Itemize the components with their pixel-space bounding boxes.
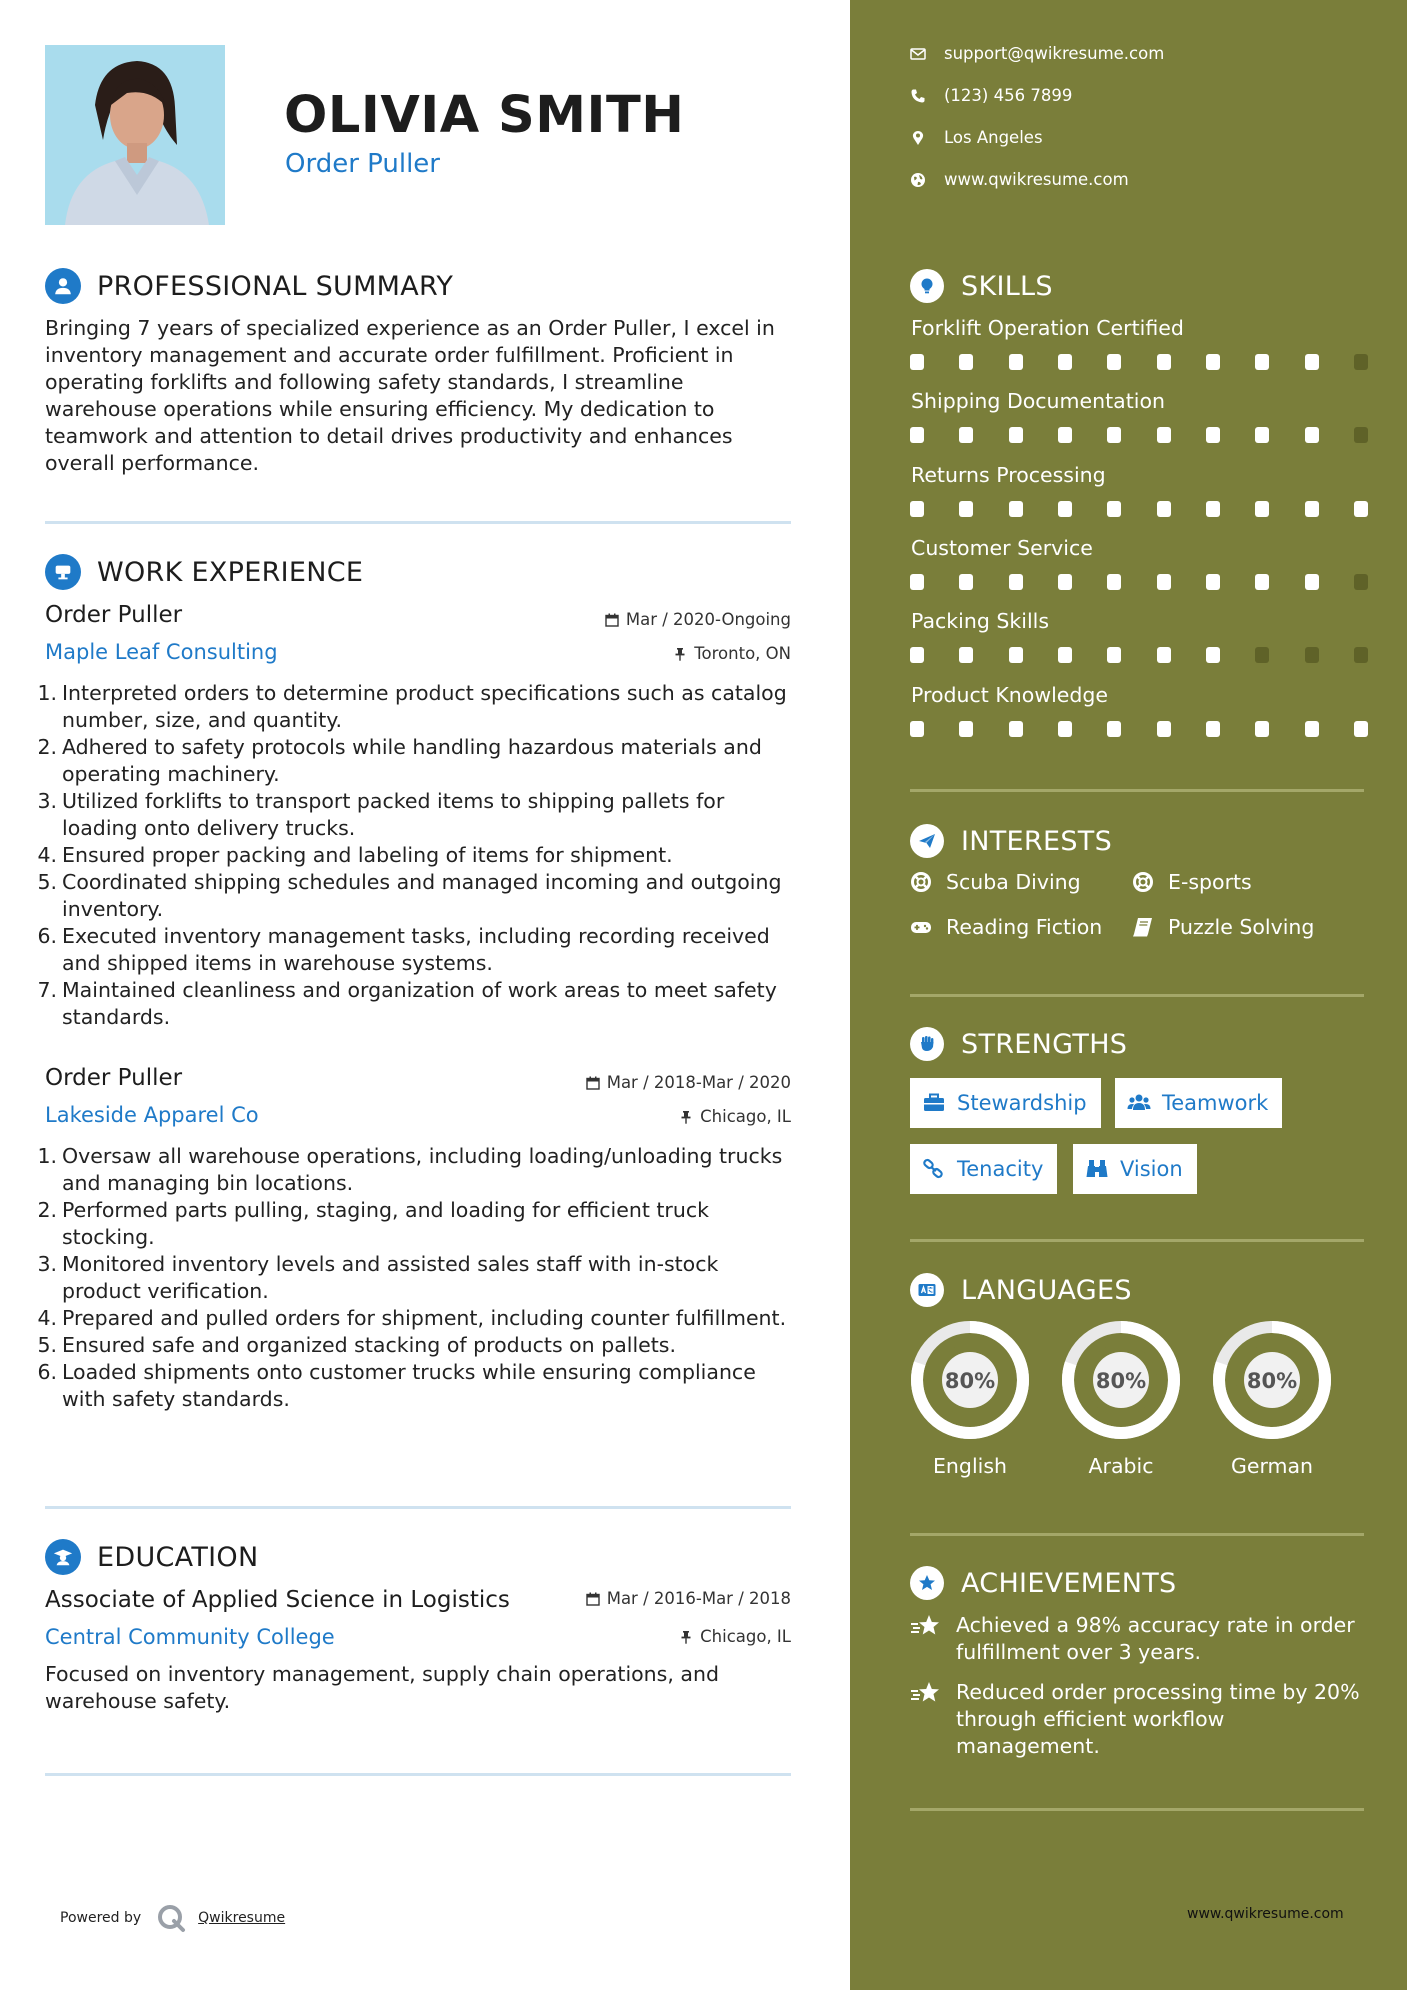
candidate-name: OLIVIA SMITH bbox=[284, 86, 685, 145]
skill-name: Customer Service bbox=[911, 536, 1093, 560]
powered-by bbox=[60, 1903, 285, 1933]
sidebar bbox=[850, 0, 1407, 1990]
skill-dot-filled bbox=[959, 721, 973, 737]
interest-item bbox=[910, 915, 1102, 939]
skill-dot-filled bbox=[1157, 501, 1171, 517]
list-item: 7. Maintained cleanliness and organization of work areas to meet safety standards. bbox=[37, 978, 777, 1029]
job-dates bbox=[586, 1073, 791, 1092]
language-percent: 80% bbox=[944, 1369, 996, 1393]
skill-dot-empty bbox=[1354, 354, 1368, 370]
link-icon bbox=[922, 1158, 946, 1180]
divider bbox=[45, 1773, 791, 1776]
skill-dot-filled bbox=[1255, 427, 1269, 443]
interest-item bbox=[910, 870, 1081, 894]
interests-title: INTERESTS bbox=[961, 825, 1113, 857]
education-location-text: Chicago, IL bbox=[700, 1627, 791, 1646]
skill-dot-filled bbox=[1206, 427, 1220, 443]
avatar bbox=[45, 45, 225, 225]
job-dates-text: Mar / 2020-Ongoing bbox=[625, 610, 791, 629]
skill-dot-empty bbox=[1255, 647, 1269, 663]
interest-label: E-sports bbox=[1168, 870, 1252, 894]
list-item: 6. Executed inventory management tasks, including recording received and shipped items in warehouse systems. bbox=[37, 924, 770, 975]
achievements-title: ACHIEVEMENTS bbox=[961, 1567, 1177, 1599]
qwikresume-logo-icon bbox=[156, 1903, 186, 1933]
skill-dot-empty bbox=[1354, 574, 1368, 590]
skill-dot-filled bbox=[910, 721, 924, 737]
skill-dot-filled bbox=[1157, 354, 1171, 370]
contact-website[interactable] bbox=[910, 170, 1129, 189]
language-item bbox=[1059, 1318, 1183, 1478]
skill-dot-filled bbox=[1107, 501, 1121, 517]
divider bbox=[910, 789, 1364, 792]
calendar-icon bbox=[586, 1592, 600, 1606]
list-item: 6. Loaded shipments onto customer trucks while ensuring compliance with safety standards. bbox=[37, 1360, 756, 1411]
job-location bbox=[679, 1107, 791, 1126]
strengths-heading bbox=[910, 1027, 1127, 1061]
skill-dot-filled bbox=[1058, 721, 1072, 737]
skill-rating bbox=[910, 354, 1368, 370]
star-icon bbox=[910, 1614, 942, 1640]
interest-item bbox=[1132, 870, 1252, 894]
skills-title: SKILLS bbox=[961, 270, 1053, 302]
contact-email[interactable] bbox=[910, 44, 1164, 63]
website-text: www.qwikresume.com bbox=[944, 170, 1129, 189]
education-description: Focused on inventory management, supply chain operations, and warehouse safety. bbox=[45, 1662, 719, 1713]
skill-dot-filled bbox=[1354, 721, 1368, 737]
skill-dot-filled bbox=[1305, 501, 1319, 517]
language-percent: 80% bbox=[1095, 1369, 1147, 1393]
location-text: Los Angeles bbox=[944, 128, 1043, 147]
skill-dot-filled bbox=[1305, 427, 1319, 443]
skill-name: Product Knowledge bbox=[911, 683, 1109, 707]
skill-dot-filled bbox=[1354, 501, 1368, 517]
interest-label: Reading Fiction bbox=[946, 915, 1103, 939]
interest-item bbox=[1132, 915, 1314, 939]
skill-dot-empty bbox=[1305, 647, 1319, 663]
job-dates-text: Mar / 2018-Mar / 2020 bbox=[606, 1073, 791, 1092]
language-progress-ring bbox=[1210, 1318, 1334, 1442]
skill-dot-filled bbox=[959, 574, 973, 590]
skill-dot-filled bbox=[910, 574, 924, 590]
profile-photo bbox=[45, 45, 225, 225]
education-location bbox=[679, 1627, 791, 1646]
skill-dot-filled bbox=[1107, 354, 1121, 370]
summary-text: Bringing 7 years of specialized experience as an Order Puller, I excel in inventory management and accurate order fulfillment. Proficient in operating forklifts and following safety standards, I streamline warehouse operations while ensuring efficiency. My dedication to teamwork and attention to detail drives productivity and enhances overall performance. bbox=[45, 316, 775, 475]
job-dates bbox=[605, 610, 791, 629]
skill-dot-filled bbox=[1058, 647, 1072, 663]
language-progress-ring bbox=[1059, 1318, 1183, 1442]
lifebuoy-icon bbox=[1132, 871, 1154, 893]
skill-dot-filled bbox=[1157, 574, 1171, 590]
divider bbox=[910, 1808, 1364, 1811]
email-text: support@qwikresume.com bbox=[944, 44, 1165, 63]
map-marker-icon bbox=[910, 130, 926, 146]
interests-heading bbox=[910, 824, 1112, 858]
globe-icon bbox=[910, 172, 926, 188]
skill-dot-filled bbox=[1206, 574, 1220, 590]
skill-dot-filled bbox=[1009, 427, 1023, 443]
strength-label: Vision bbox=[1120, 1157, 1183, 1181]
skill-dot-filled bbox=[1157, 427, 1171, 443]
user-icon bbox=[45, 268, 81, 304]
skills-heading bbox=[910, 269, 1053, 303]
job-title: Order Puller bbox=[45, 602, 183, 628]
list-item: 4. Ensured proper packing and labeling of items for shipment. bbox=[37, 843, 673, 867]
contact-location bbox=[910, 128, 1043, 147]
education-dates bbox=[586, 1589, 791, 1608]
job-location-text: Toronto, ON bbox=[694, 644, 791, 663]
skill-rating bbox=[910, 501, 1368, 517]
lightbulb-icon bbox=[910, 269, 944, 303]
star-badge-icon bbox=[910, 1566, 944, 1600]
skill-dot-filled bbox=[910, 647, 924, 663]
lifebuoy-icon bbox=[910, 871, 932, 893]
list-item: 2. Adhered to safety protocols while handling hazardous materials and operating machinery. bbox=[37, 735, 762, 786]
skill-dot-filled bbox=[1107, 574, 1121, 590]
job-bullets bbox=[36, 1143, 796, 1413]
fist-icon bbox=[910, 1027, 944, 1061]
paper-plane-icon bbox=[910, 824, 944, 858]
interest-label: Scuba Diving bbox=[946, 870, 1081, 894]
skill-dot-filled bbox=[910, 427, 924, 443]
skill-dot-filled bbox=[1009, 647, 1023, 663]
gamepad-icon bbox=[910, 916, 932, 938]
strength-badge bbox=[910, 1078, 1101, 1128]
skill-dot-filled bbox=[1206, 647, 1220, 663]
skill-dot-filled bbox=[1255, 354, 1269, 370]
language-progress-ring bbox=[908, 1318, 1032, 1442]
skill-dot-filled bbox=[1058, 427, 1072, 443]
language-name: English bbox=[932, 1454, 1008, 1478]
briefcase-icon bbox=[922, 1092, 946, 1114]
list-item: 2. Performed parts pulling, staging, and loading for efficient truck stocking. bbox=[37, 1198, 709, 1249]
job-bullets bbox=[36, 680, 796, 1031]
language-percent: 80% bbox=[1246, 1369, 1298, 1393]
list-item: 3. Monitored inventory levels and assisted sales staff with in-stock product verification. bbox=[37, 1252, 719, 1303]
language-name: German bbox=[1230, 1454, 1314, 1478]
phone-text: (123) 456 7899 bbox=[944, 86, 1073, 105]
strength-label: Teamwork bbox=[1162, 1091, 1269, 1115]
list-item: 5. Coordinated shipping schedules and managed incoming and outgoing inventory. bbox=[37, 870, 782, 921]
divider bbox=[910, 994, 1364, 997]
strength-label: Stewardship bbox=[957, 1091, 1087, 1115]
skill-dot-filled bbox=[1107, 427, 1121, 443]
summary-title: PROFESSIONAL SUMMARY bbox=[97, 270, 454, 302]
skill-dot-filled bbox=[1009, 574, 1023, 590]
language-item bbox=[908, 1318, 1032, 1478]
contact-phone[interactable] bbox=[910, 86, 1072, 105]
summary-heading bbox=[45, 268, 453, 304]
school-name: Central Community College bbox=[45, 1625, 335, 1649]
strength-badge bbox=[1115, 1078, 1282, 1128]
strength-badge bbox=[1073, 1144, 1197, 1194]
job-title: Order Puller bbox=[45, 1065, 183, 1091]
skill-dot-filled bbox=[1009, 354, 1023, 370]
education-dates-text: Mar / 2016-Mar / 2018 bbox=[606, 1589, 791, 1608]
brand-link[interactable]: Qwikresume bbox=[198, 1910, 286, 1926]
pin-icon bbox=[679, 1110, 693, 1124]
skill-rating bbox=[910, 574, 1368, 590]
list-item: 1. Oversaw all warehouse operations, including loading/unloading trucks and managing bin locations. bbox=[37, 1144, 783, 1195]
skill-dot-filled bbox=[959, 647, 973, 663]
skill-dot-filled bbox=[1157, 721, 1171, 737]
calendar-icon bbox=[605, 613, 619, 627]
list-item: 5. Ensured safe and organized stacking of products on pallets. bbox=[37, 1333, 677, 1357]
job-location bbox=[673, 644, 791, 663]
skill-dot-filled bbox=[1255, 721, 1269, 737]
education-title: EDUCATION bbox=[97, 1541, 259, 1573]
experience-title: WORK EXPERIENCE bbox=[97, 556, 364, 588]
education-heading bbox=[45, 1539, 258, 1575]
skill-dot-filled bbox=[1009, 721, 1023, 737]
language-icon bbox=[910, 1273, 944, 1307]
languages-heading bbox=[910, 1273, 1132, 1307]
strengths-title: STRENGTHS bbox=[961, 1028, 1128, 1060]
list-item: 3. Utilized forklifts to transport packed items to shipping pallets for loading onto delivery trucks. bbox=[37, 789, 725, 840]
calendar-icon bbox=[586, 1076, 600, 1090]
experience-heading bbox=[45, 554, 363, 590]
languages-title: LANGUAGES bbox=[961, 1274, 1132, 1306]
interest-label: Puzzle Solving bbox=[1168, 915, 1315, 939]
language-item bbox=[1210, 1318, 1334, 1478]
skill-rating bbox=[910, 721, 1368, 737]
book-icon bbox=[1132, 916, 1154, 938]
list-item: 4. Prepared and pulled orders for shipment, including counter fulfillment. bbox=[37, 1306, 787, 1330]
list-item: 1. Interpreted orders to determine product specifications such as catalog number, size, and quantity. bbox=[37, 681, 787, 732]
graduate-icon bbox=[45, 1539, 81, 1575]
skill-dot-empty bbox=[1354, 647, 1368, 663]
skill-name: Shipping Documentation bbox=[911, 389, 1165, 413]
skill-dot-filled bbox=[1157, 647, 1171, 663]
skill-name: Returns Processing bbox=[911, 463, 1106, 487]
skill-dot-filled bbox=[959, 501, 973, 517]
skill-dot-filled bbox=[1058, 574, 1072, 590]
skill-dot-filled bbox=[1058, 354, 1072, 370]
achievement-text: Reduced order processing time by 20% through efficient workflow management. bbox=[956, 1680, 1360, 1758]
pin-icon bbox=[673, 647, 687, 661]
skill-dot-filled bbox=[1255, 574, 1269, 590]
skill-dot-filled bbox=[1206, 721, 1220, 737]
job-location-text: Chicago, IL bbox=[700, 1107, 791, 1126]
degree-name: Associate of Applied Science in Logistics bbox=[45, 1587, 510, 1613]
skill-dot-filled bbox=[959, 427, 973, 443]
skill-dot-filled bbox=[1206, 501, 1220, 517]
powered-by-label: Powered by bbox=[60, 1910, 142, 1926]
skill-dot-filled bbox=[959, 354, 973, 370]
briefcase-icon bbox=[45, 554, 81, 590]
divider bbox=[45, 1506, 791, 1509]
skill-name: Packing Skills bbox=[911, 609, 1050, 633]
skill-dot-filled bbox=[1305, 354, 1319, 370]
skill-dot-filled bbox=[1107, 721, 1121, 737]
skill-dot-empty bbox=[1354, 427, 1368, 443]
skill-name: Forklift Operation Certified bbox=[911, 316, 1184, 340]
skill-dot-filled bbox=[1255, 501, 1269, 517]
skill-dot-filled bbox=[1305, 574, 1319, 590]
achievement-item bbox=[910, 1612, 1370, 1666]
users-icon bbox=[1127, 1092, 1151, 1114]
footer-website[interactable]: www.qwikresume.com bbox=[1187, 1906, 1344, 1922]
skill-dot-filled bbox=[1206, 354, 1220, 370]
skill-dot-filled bbox=[1305, 721, 1319, 737]
company-name: Maple Leaf Consulting bbox=[45, 640, 278, 664]
pin-icon bbox=[679, 1630, 693, 1644]
skill-dot-filled bbox=[1058, 501, 1072, 517]
star-icon bbox=[910, 1681, 942, 1707]
skill-rating bbox=[910, 427, 1368, 443]
envelope-icon bbox=[910, 46, 926, 62]
divider bbox=[45, 521, 791, 524]
divider bbox=[910, 1239, 1364, 1242]
skill-dot-filled bbox=[1107, 647, 1121, 663]
binoculars-icon bbox=[1085, 1158, 1109, 1180]
achievement-text: Achieved a 98% accuracy rate in order fulfillment over 3 years. bbox=[956, 1613, 1355, 1664]
skill-dot-filled bbox=[910, 354, 924, 370]
skill-dot-filled bbox=[1009, 501, 1023, 517]
candidate-role: Order Puller bbox=[285, 149, 440, 179]
strength-badge bbox=[910, 1144, 1057, 1194]
achievement-item bbox=[910, 1679, 1370, 1760]
strength-label: Tenacity bbox=[957, 1157, 1044, 1181]
phone-icon bbox=[910, 88, 926, 104]
skill-dot-filled bbox=[910, 501, 924, 517]
achievements-heading bbox=[910, 1566, 1177, 1600]
company-name: Lakeside Apparel Co bbox=[45, 1103, 259, 1127]
skill-rating bbox=[910, 647, 1368, 663]
divider bbox=[910, 1533, 1364, 1536]
language-name: Arabic bbox=[1088, 1454, 1154, 1478]
